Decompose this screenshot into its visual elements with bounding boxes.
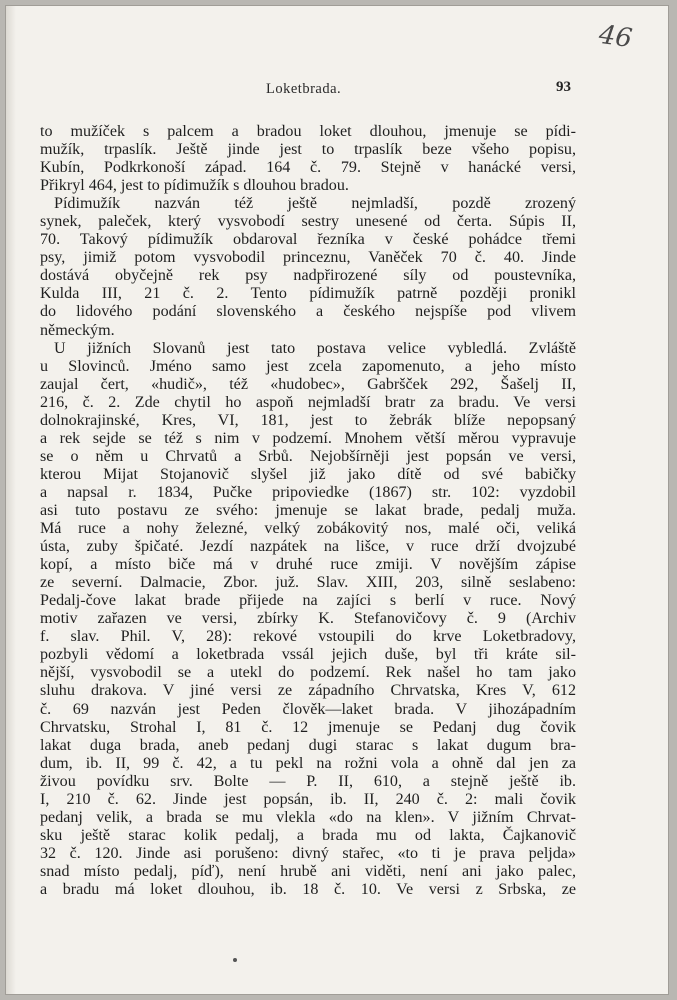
text-line: Kulda III, 21 č. 2. Tento pídimužík patrně později pronikl <box>40 285 576 303</box>
text-line: dolnokrajinské, Kres, VI, 181, jest to žebrák blíže nepopsaný <box>40 411 576 429</box>
text-line: 32 č. 120. Jinde asi porušeno: divný stařec, «to ti je prava peljda» <box>40 844 576 862</box>
text-line: f. slav. Phil. V, 28): rekové vstoupili do krve Loketbradovy, <box>40 628 576 646</box>
text-line: ústa, zuby špičaté. Jezdí nazpátek na lišce, v ruce drží dvojzubé <box>40 538 576 556</box>
book-page <box>6 6 668 994</box>
text-line: do lidového podání slovenského a českého nejspíše pod vlivem <box>40 303 576 321</box>
text-line: německým. <box>40 321 115 339</box>
text-line: synek, paleček, který vysvobodí sestry unesené od čerta. Súpis II, <box>40 213 576 231</box>
text-line: Chrvatsku, Strohal I, 81 č. 12 jmenuje se Pedanj dug čovik <box>40 718 576 736</box>
text-line: lakat duga brada, aneb pedanj dugi starac s lakat dugum bra- <box>40 736 576 754</box>
text-line: nější, vysvobodil se a utekl do podzemí. Rek našel ho tam jako <box>40 664 576 682</box>
text-line: sluhu drakova. V jiné versi ze západního Chrvatska, Kres V, 612 <box>40 682 576 700</box>
running-head: Loketbrada. <box>266 81 342 97</box>
text-line: č. 69 nazván jest Peden člověk—laket brada. V jihozápadním <box>40 700 576 718</box>
text-line: Má ruce a nohy železné, velký zobákovitý nos, malé oči, veliká <box>40 520 576 538</box>
text-line: a bradu má loket dlouhou, ib. 18 č. 10. Ve versi z Srbska, ze <box>40 880 576 898</box>
text-line: kterou Mijat Stojanovič slyšel již jako dítě od své babičky <box>40 465 576 483</box>
text-line: Přikryl 464, jest to pídimužík s dlouhou bradou. <box>40 177 349 195</box>
page-number: 93 <box>556 79 571 95</box>
handwritten-folio-number: 46 <box>596 19 634 55</box>
text-line: Kubín, Podkrkonoší západ. 164 č. 79. Stejně v hanácké versi, <box>40 159 576 177</box>
text-line: Pedalj-čove lakat brade přijede na zajíci s berlí v ruce. Nový <box>40 592 576 610</box>
text-line: a rek sejde se též s nim v podzemí. Mnohem větší měrou vypravuje <box>40 429 576 447</box>
body-text <box>40 123 576 899</box>
text-line: mužík, trpaslík. Ještě jinde jest to trpaslík beze všeho popisu, <box>40 141 576 159</box>
text-line: 216, č. 2. Zde chytil ho aspoň nejmladší bratr za bradu. Ve versi <box>40 393 576 411</box>
text-line: zaujal čert, «hudič», též «hudobec», Gabršček 292, Šašelj II, <box>40 375 576 393</box>
text-line: psy, jimiž potom vysvobodil princeznu, Vaněček 70 č. 40. Jinde <box>40 249 576 267</box>
text-line: dostává obyčejně rek psy nadpřirozené síly od poustevníka, <box>40 267 576 285</box>
text-line: a napsal r. 1834, Pučke pripoviedke (1867) str. 102: vyzdobil <box>40 483 576 501</box>
text-line: motiv zařazen ve versi, zbírky K. Stefanovičovy č. 9 (Archiv <box>40 610 576 628</box>
ink-dot <box>233 958 237 962</box>
text-line: pozbyli vědomí a loketbrada vssál jejich duše, byl tři kráte sil- <box>40 646 576 664</box>
text-line: u Slovinců. Jméno samo jest zcela zapomenuto, a jeho místo <box>40 357 576 375</box>
text-line: snad místo pedalj, píď), není hrubě ani viděti, není ani jako palec, <box>40 862 576 880</box>
text-line: to mužíček s palcem a bradou loket dlouhou, jmenuje se pídi- <box>40 123 576 140</box>
text-line: sku ještě starac kolik pedalj, a brada mu od lakta, Čajkanovič <box>40 826 576 844</box>
text-line: pedanj velik, a brada se mu vlekla «do na klen». V jižním Chrvat- <box>40 808 576 826</box>
text-line: U jižních Slovanů jest tato postava velice vybledlá. Zvláště <box>54 339 576 357</box>
text-line: 70. Takový pídimužík obdaroval řezníka v české pohádce třemi <box>40 231 576 249</box>
text-line: se o něm u Chrvatů a Srbů. Nejobšírněji jest popsán ve versi, <box>40 447 576 465</box>
text-line: I, 210 č. 62. Jinde jest popsán, ib. II, 240 č. 2: mali čovik <box>40 790 576 808</box>
text-line: kopí, a místo biče má v druhé ruce zmiji. V novějším zápise <box>40 556 576 574</box>
text-line: dum, ib. II, 99 č. 42, a tu pekl na rožni vola a ohně dal jen za <box>40 754 576 772</box>
text-line: ze severní. Dalmacie, Zbor. juž. Slav. XIII, 203, silně seslabeno: <box>40 574 576 592</box>
text-line: Pídimužík nazván též ještě nejmladší, pozdě zrozený <box>54 195 576 213</box>
text-line: asi tuto postavu ze svého: jmenuje se lakat brade, pedalj muža. <box>40 501 576 519</box>
text-line: živou povídku srv. Bolte — P. II, 610, a stejně ještě ib. <box>40 772 576 790</box>
